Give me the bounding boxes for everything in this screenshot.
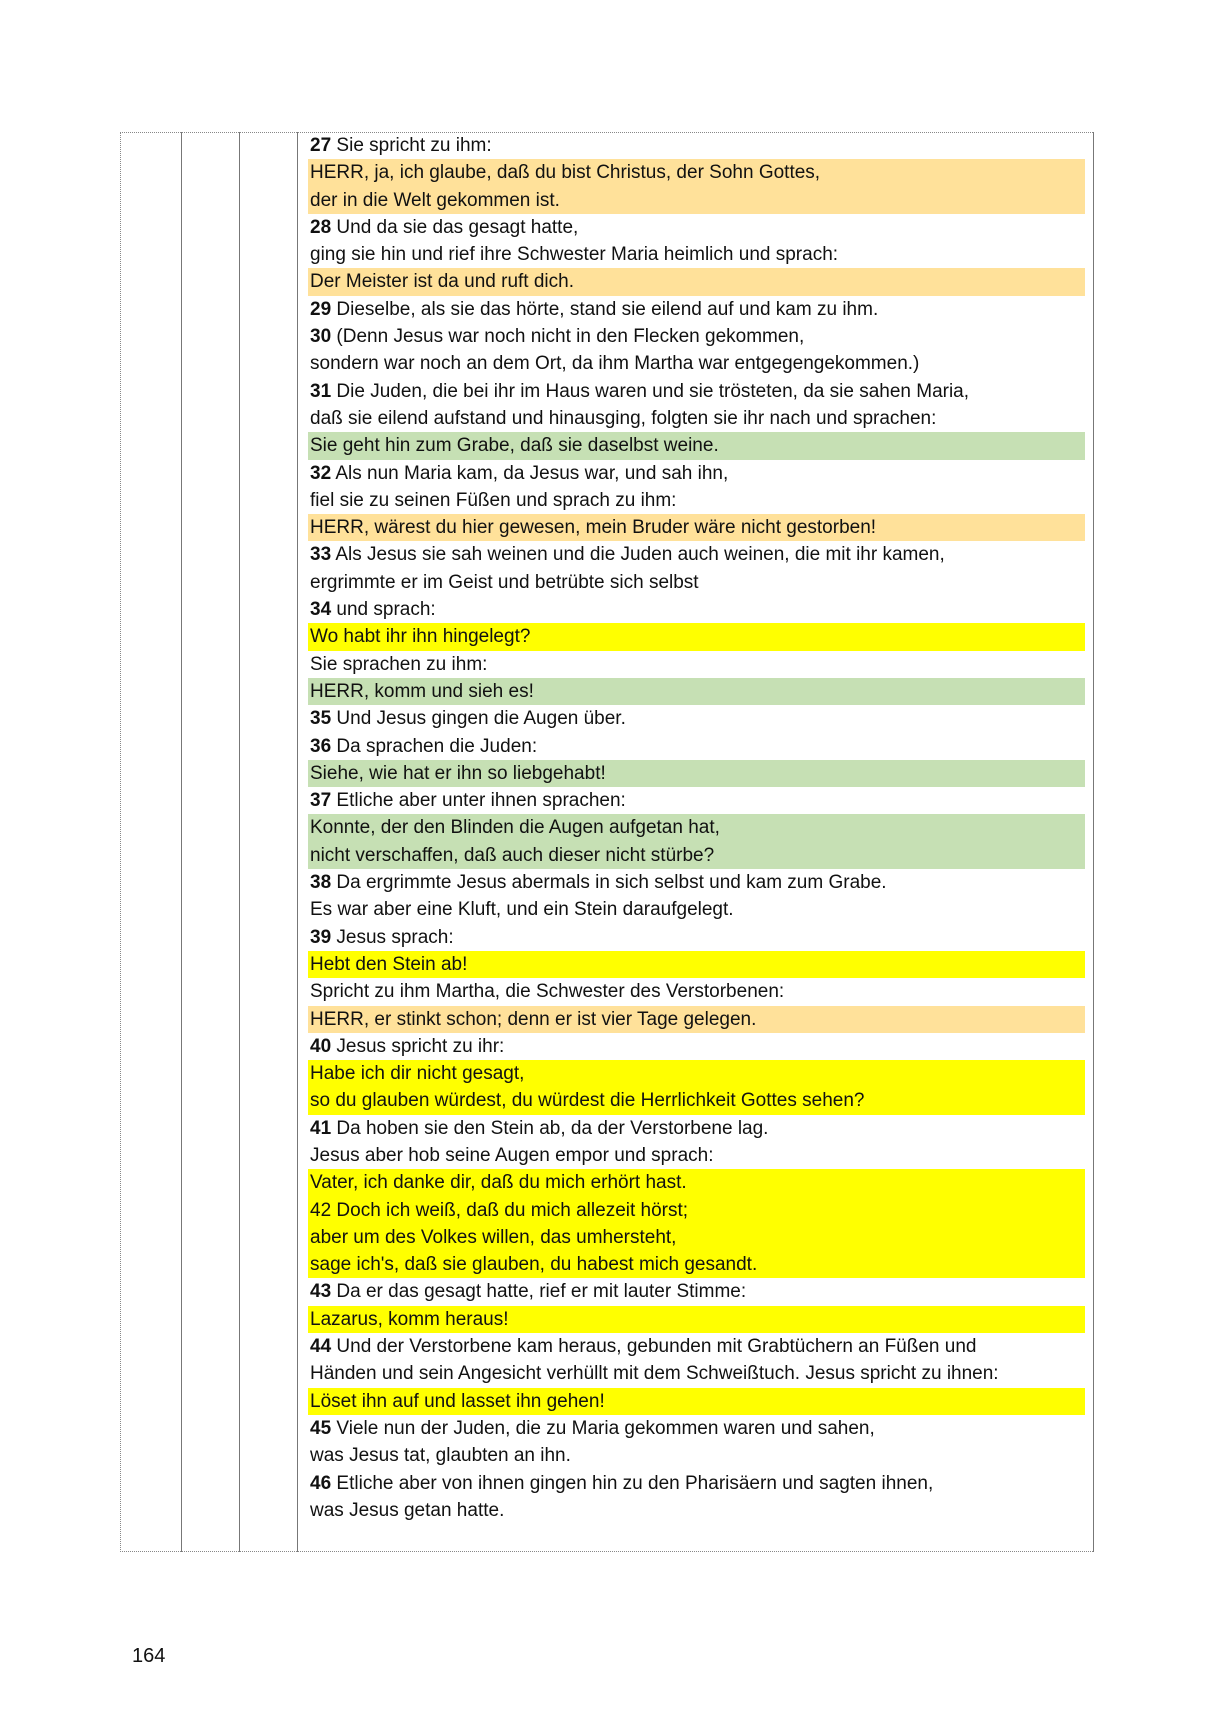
verse-number: 32 <box>310 462 332 484</box>
column-divider <box>181 132 182 1552</box>
verse-number: 29 <box>310 298 332 320</box>
table-border-left <box>120 132 121 1552</box>
verse-line <box>308 678 1085 705</box>
verse-line <box>308 1497 1085 1524</box>
verse-line <box>308 432 1085 459</box>
verse-line <box>308 1415 1085 1442</box>
verse-number: 35 <box>310 708 332 730</box>
verse-line <box>308 705 1085 732</box>
verse-text: Dieselbe, als sie das hörte, stand sie eilend auf und kam zu ihm. <box>331 298 879 320</box>
verse-text: HERR, ja, ich glaube, daß du bist Christus, der Sohn Gottes, <box>310 162 821 184</box>
verse-text: HERR, komm und sieh es! <box>310 680 534 702</box>
verse-text: Jesus sprach: <box>331 926 454 948</box>
verse-text: Als Jesus sie sah weinen und die Juden auch weinen, die mit ihr kamen, <box>331 544 945 566</box>
verse-line <box>308 296 1085 323</box>
verse-text: Der Meister ist da und ruft dich. <box>310 271 574 293</box>
verse-line <box>308 978 1085 1005</box>
verse-number: 38 <box>310 872 332 894</box>
verse-text: Spricht zu ihm Martha, die Schwester des Verstorbenen: <box>310 981 785 1003</box>
verse-text: Da hoben sie den Stein ab, da der Verstorbene lag. <box>331 1117 769 1139</box>
verse-text: Vater, ich danke dir, daß du mich erhört hast. <box>310 1172 687 1194</box>
verse-line <box>308 596 1085 623</box>
verse-line <box>308 487 1085 514</box>
verse-number: 44 <box>310 1336 332 1358</box>
verse-text: Händen und sein Angesicht verhüllt mit dem Schweißtuch. Jesus spricht zu ihnen: <box>310 1363 999 1385</box>
verse-text: Etliche aber unter ihnen sprachen: <box>331 790 626 812</box>
verse-text: Jesus aber hob seine Augen empor und sprach: <box>310 1144 714 1166</box>
verse-line <box>308 268 1085 295</box>
verse-text: und sprach: <box>331 599 436 621</box>
verse-number: 27 <box>310 135 332 156</box>
verse-line <box>308 869 1085 896</box>
verse-text: Und da sie das gesagt hatte, <box>331 216 579 238</box>
verse-text: Jesus spricht zu ihr: <box>331 1035 505 1057</box>
verse-line <box>308 1006 1085 1033</box>
verse-number: 43 <box>310 1281 332 1303</box>
verse-line <box>308 1115 1085 1142</box>
page-number: 164 <box>132 1645 166 1667</box>
verse-text: Siehe, wie hat er ihn so liebgehabt! <box>310 762 606 784</box>
verse-line <box>308 842 1085 869</box>
verse-line <box>308 460 1085 487</box>
verse-text: Und der Verstorbene kam heraus, gebunden mit Grabtüchern an Füßen und <box>331 1336 977 1358</box>
verse-text: ergrimmte er im Geist und betrübte sich selbst <box>310 571 699 593</box>
verse-text: was Jesus getan hatte. <box>310 1499 505 1521</box>
verse-text: Sie geht hin zum Grabe, daß sie daselbst weine. <box>310 435 719 457</box>
verse-line <box>308 814 1085 841</box>
table-border-right <box>1093 132 1094 1552</box>
verse-number: 40 <box>310 1035 332 1057</box>
verse-number: 34 <box>310 599 332 621</box>
verse-text: Konnte, der den Blinden die Augen aufgetan hat, <box>310 817 720 839</box>
verse-text: fiel sie zu seinen Füßen und sprach zu ihm: <box>310 489 677 511</box>
verse-line <box>308 760 1085 787</box>
verse-text: Viele nun der Juden, die zu Maria gekommen waren und sahen, <box>331 1417 875 1439</box>
verse-text: Wo habt ihr ihn hingelegt? <box>310 626 531 648</box>
verse-line <box>308 405 1085 432</box>
verse-text: so du glauben würdest, du würdest die Herrlichkeit Gottes sehen? <box>310 1090 865 1112</box>
verse-line <box>308 1142 1085 1169</box>
verse-line <box>308 350 1085 377</box>
verse-text: sondern war noch an dem Ort, da ihm Martha war entgegengekommen.) <box>310 353 920 375</box>
column-divider <box>239 132 240 1552</box>
verse-line <box>308 1033 1085 1060</box>
verse-line <box>308 787 1085 814</box>
verse-text: Da sprachen die Juden: <box>331 735 538 757</box>
verse-line <box>308 514 1085 541</box>
verse-number: 37 <box>310 790 332 812</box>
verse-line <box>308 159 1085 186</box>
verse-line <box>308 1333 1085 1360</box>
verse-line <box>308 187 1085 214</box>
verse-line <box>308 1470 1085 1497</box>
verse-line <box>308 623 1085 650</box>
verse-number: 39 <box>310 926 332 948</box>
verse-number: 46 <box>310 1472 332 1494</box>
verse-text: nicht verschaffen, daß auch dieser nicht stürbe? <box>310 844 715 866</box>
verse-line <box>308 1442 1085 1469</box>
verse-number: 41 <box>310 1117 332 1139</box>
verse-line <box>308 1087 1085 1114</box>
verse-line <box>308 1278 1085 1305</box>
verse-number: 33 <box>310 544 332 566</box>
verse-text: Als nun Maria kam, da Jesus war, und sah ihn, <box>331 462 729 484</box>
verse-line <box>308 214 1085 241</box>
verse-text-column <box>308 132 1085 1524</box>
verse-text: Da er das gesagt hatte, rief er mit lauter Stimme: <box>331 1281 747 1303</box>
verse-text: HERR, er stinkt schon; denn er ist vier Tage gelegen. <box>310 1008 757 1030</box>
verse-line <box>308 1306 1085 1333</box>
verse-text: HERR, wärest du hier gewesen, mein Bruder wäre nicht gestorben! <box>310 517 877 539</box>
verse-text: daß sie eilend aufstand und hinausging, folgten sie ihr nach und sprachen: <box>310 407 937 429</box>
verse-number: 28 <box>310 216 332 238</box>
verse-line <box>308 651 1085 678</box>
verse-text: Habe ich dir nicht gesagt, <box>310 1063 525 1085</box>
verse-text: ging sie hin und rief ihre Schwester Maria heimlich und sprach: <box>310 244 839 266</box>
verse-line <box>308 241 1085 268</box>
verse-line <box>308 569 1085 596</box>
verse-line <box>308 1197 1085 1224</box>
verse-number: 30 <box>310 326 332 348</box>
verse-line <box>308 733 1085 760</box>
verse-line <box>308 132 1085 159</box>
verse-text: 42 Doch ich weiß, daß du mich allezeit hörst; <box>310 1199 689 1221</box>
verse-line <box>308 896 1085 923</box>
verse-line <box>308 323 1085 350</box>
verse-line <box>308 1060 1085 1087</box>
verse-text: Lazarus, komm heraus! <box>310 1308 509 1330</box>
verse-line <box>308 378 1085 405</box>
verse-line <box>308 1169 1085 1196</box>
verse-text: Hebt den Stein ab! <box>310 953 468 975</box>
verse-text: (Denn Jesus war noch nicht in den Flecken gekommen, <box>331 326 805 348</box>
verse-text: Da ergrimmte Jesus abermals in sich selbst und kam zum Grabe. <box>331 872 887 894</box>
verse-line <box>308 951 1085 978</box>
verse-number: 36 <box>310 735 332 757</box>
verse-line <box>308 924 1085 951</box>
verse-text: der in die Welt gekommen ist. <box>310 189 560 211</box>
column-divider <box>297 132 298 1552</box>
verse-line <box>308 1224 1085 1251</box>
verse-text: Und Jesus gingen die Augen über. <box>331 708 626 730</box>
verse-text: sage ich's, daß sie glauben, du habest mich gesandt. <box>310 1254 758 1276</box>
verse-text: Etliche aber von ihnen gingen hin zu den Pharisäern und sagten ihnen, <box>331 1472 934 1494</box>
verse-line <box>308 1388 1085 1415</box>
verse-text: Sie sprachen zu ihm: <box>310 653 488 675</box>
verse-text: was Jesus tat, glaubten an ihn. <box>310 1445 571 1467</box>
verse-line <box>308 1360 1085 1387</box>
verse-text: Die Juden, die bei ihr im Haus waren und sie trösteten, da sie sahen Maria, <box>331 380 970 402</box>
verse-number: 31 <box>310 380 332 402</box>
verse-line <box>308 1251 1085 1278</box>
verse-line <box>308 541 1085 568</box>
verse-text: Löset ihn auf und lasset ihn gehen! <box>310 1390 605 1412</box>
verse-text: Es war aber eine Kluft, und ein Stein daraufgelegt. <box>310 899 734 921</box>
verse-text: Sie spricht zu ihm: <box>331 135 492 156</box>
verse-number: 45 <box>310 1417 332 1439</box>
verse-text: aber um des Volkes willen, das umhersteht, <box>310 1226 677 1248</box>
